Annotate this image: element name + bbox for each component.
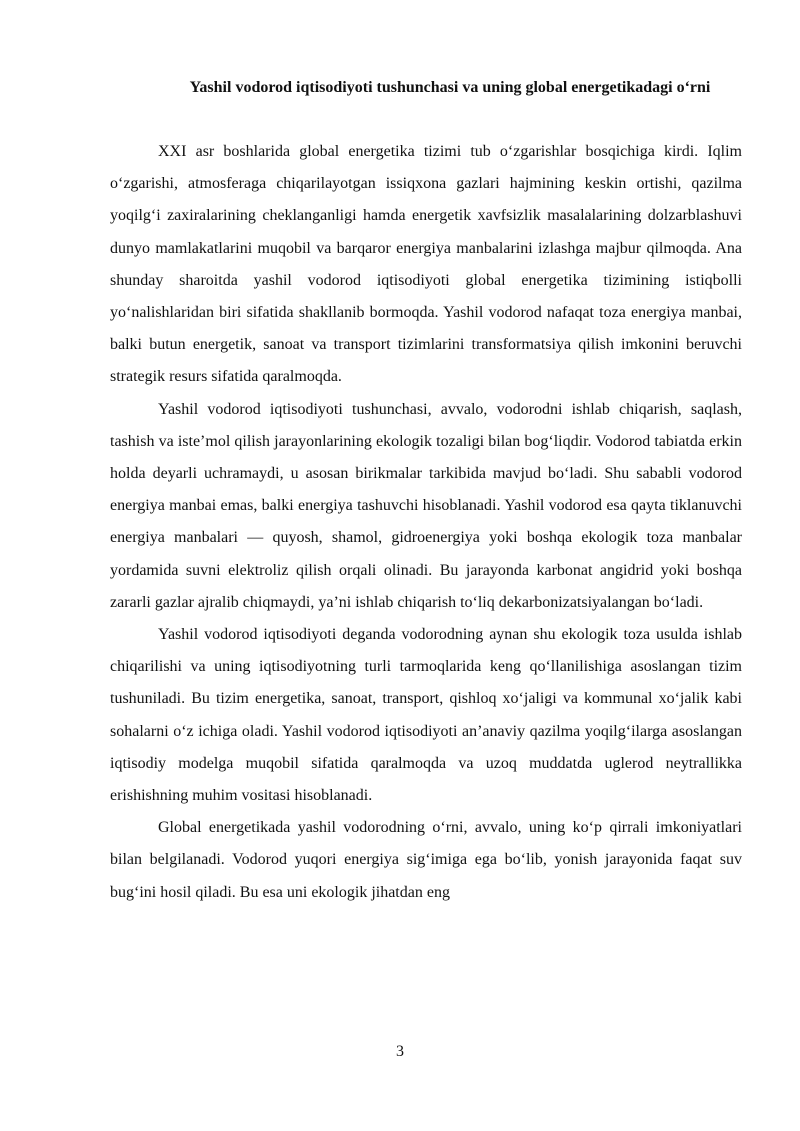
document-title: Yashil vodorod iqtisodiyoti tushunchasi va uning global energetikadagi o‘rni [189, 79, 711, 96]
page-number: 3 [396, 1043, 404, 1060]
paragraph-1: XXI asr boshlarida global energetika tizimi tub o‘zgarishlar bosqichiga kirdi. Iqlim o‘zgarishi, atmosferaga chiqarilayotgan issiqxona gazlari hajmining keskin ortishi, qazilma yoqilg‘i zaxiralarining cheklanganligi hamda energetik xavfsizlik masalalarining dolzarblashuvi dunyo mamlakatlarini muqobil va barqaror energiya manbalarini izlashga majbur qilmoqda. Ana shunday sharoitda yashil vodorod iqtisodiyoti global energetika tizimining istiqbolli yo‘nalishlaridan biri sifatida shakllanib bormoqda. Yashil vodorod nafaqat toza energiya manbai, balki butun energetik, sanoat va transport tizimlarini transformatsiya qilish imkonini beruvchi strategik resurs sifatida qaralmoqda. [110, 143, 742, 386]
document-body [110, 136, 742, 909]
paragraph-4: Global energetikada yashil vodorodning o‘rni, avvalo, uning ko‘p qirrali imkoniyatlari bilan belgilanadi. Vodorod yuqori energiya sig‘imiga ega bo‘lib, yonish jarayonida faqat suv bug‘ini hosil qiladi. Bu esa uni ekologik jihatdan eng [110, 819, 742, 901]
paragraph-2: Yashil vodorod iqtisodiyoti tushunchasi, avvalo, vodorodni ishlab chiqarish, saqlash, tashish va iste’mol qilish jarayonlarining ekologik tozaligi bilan bog‘liqdir. Vodorod tabiatda erkin holda deyarli uchramaydi, u asosan birikmalar tarkibida mavjud bo‘ladi. Shu sababli vodorod energiya manbai emas, balki energiya tashuvchi hisoblanadi. Yashil vodorod esa qayta tiklanuvchi energiya manbalari — quyosh, shamol, gidroenergiya yoki boshqa ekologik toza manbalar yordamida suvni elektroliz qilish orqali olinadi. Bu jarayonda karbonat angidrid yoki boshqa zararli gazlar ajralib chiqmaydi, ya’ni ishlab chiqarish to‘liq dekarbonizatsiyalangan bo‘ladi. [110, 400, 742, 611]
paragraph-3: Yashil vodorod iqtisodiyoti deganda vodorodning aynan shu ekologik toza usulda ishlab chiqarilishi va uning iqtisodiyotning turli tarmoqlarida keng qo‘llanilishiga asoslangan tizim tushuniladi. Bu tizim energetika, sanoat, transport, qishloq xo‘jaligi va kommunal xo‘jalik kabi sohalarni o‘z ichiga oladi. Yashil vodorod iqtisodiyoti an’anaviy qazilma yoqilg‘ilarga asoslangan iqtisodiy modelga muqobil sifatida qaralmoqda va uzoq muddatda uglerod neytrallikka erishishning muhim vositasi hisoblanadi. [110, 626, 742, 805]
